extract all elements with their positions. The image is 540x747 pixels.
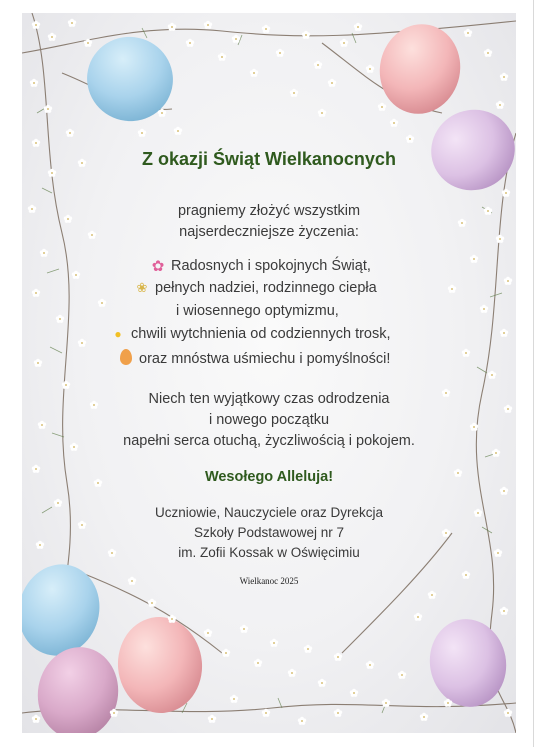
page-edge — [533, 0, 540, 747]
wish-item — [118, 349, 390, 369]
greeting — [22, 201, 516, 243]
wish-item — [150, 257, 371, 275]
signature-line: Szkoły Podstawowej nr 7 — [193, 525, 345, 540]
signature-line: im. Zofii Kossak w Oświęcimiu — [178, 545, 360, 560]
closing-paragraph — [22, 389, 516, 452]
signature-line: Uczniowie, Nauczyciele oraz Dyrekcja — [154, 505, 384, 520]
egg-icon — [118, 349, 134, 369]
flower-icon: ✿ — [151, 258, 165, 275]
closing-line: Niech ten wyjątkowy czas odrodzenia — [148, 391, 390, 407]
alleluja-heading: Wesołego Alleluja! — [204, 469, 334, 485]
wish-text: i wiosennego optymizmu, — [176, 303, 339, 319]
wish-item — [134, 280, 377, 296]
signature — [22, 503, 516, 563]
wish-item — [176, 303, 339, 319]
floral-frame-with-eggs — [22, 13, 516, 733]
wish-text: pełnych nadziei, rodzinnego ciepła — [155, 280, 377, 296]
wish-text: chwili wytchnienia od codziennych trosk, — [131, 326, 391, 342]
easter-card — [22, 13, 516, 733]
closing-line: napełni serca otuchą, życzliwością i pokojem. — [123, 433, 415, 449]
chick-icon: ● — [114, 327, 122, 341]
greeting-line: pragniemy złożyć wszystkim — [177, 203, 361, 219]
closing-line: i nowego początku — [208, 412, 330, 428]
wish-item — [110, 326, 391, 342]
date-note: Wielkanoc 2025 — [239, 576, 299, 586]
wish-text: oraz mnóstwa uśmiechu i pomyślności! — [139, 351, 391, 367]
bloom-icon: ❀ — [136, 280, 148, 295]
greeting-line: najserdeczniejsze życzenia: — [179, 224, 359, 240]
card-title: Z okazji Świąt Wielkanocnych — [142, 149, 396, 169]
wish-text: Radosnych i spokojnych Świąt, — [171, 258, 371, 274]
